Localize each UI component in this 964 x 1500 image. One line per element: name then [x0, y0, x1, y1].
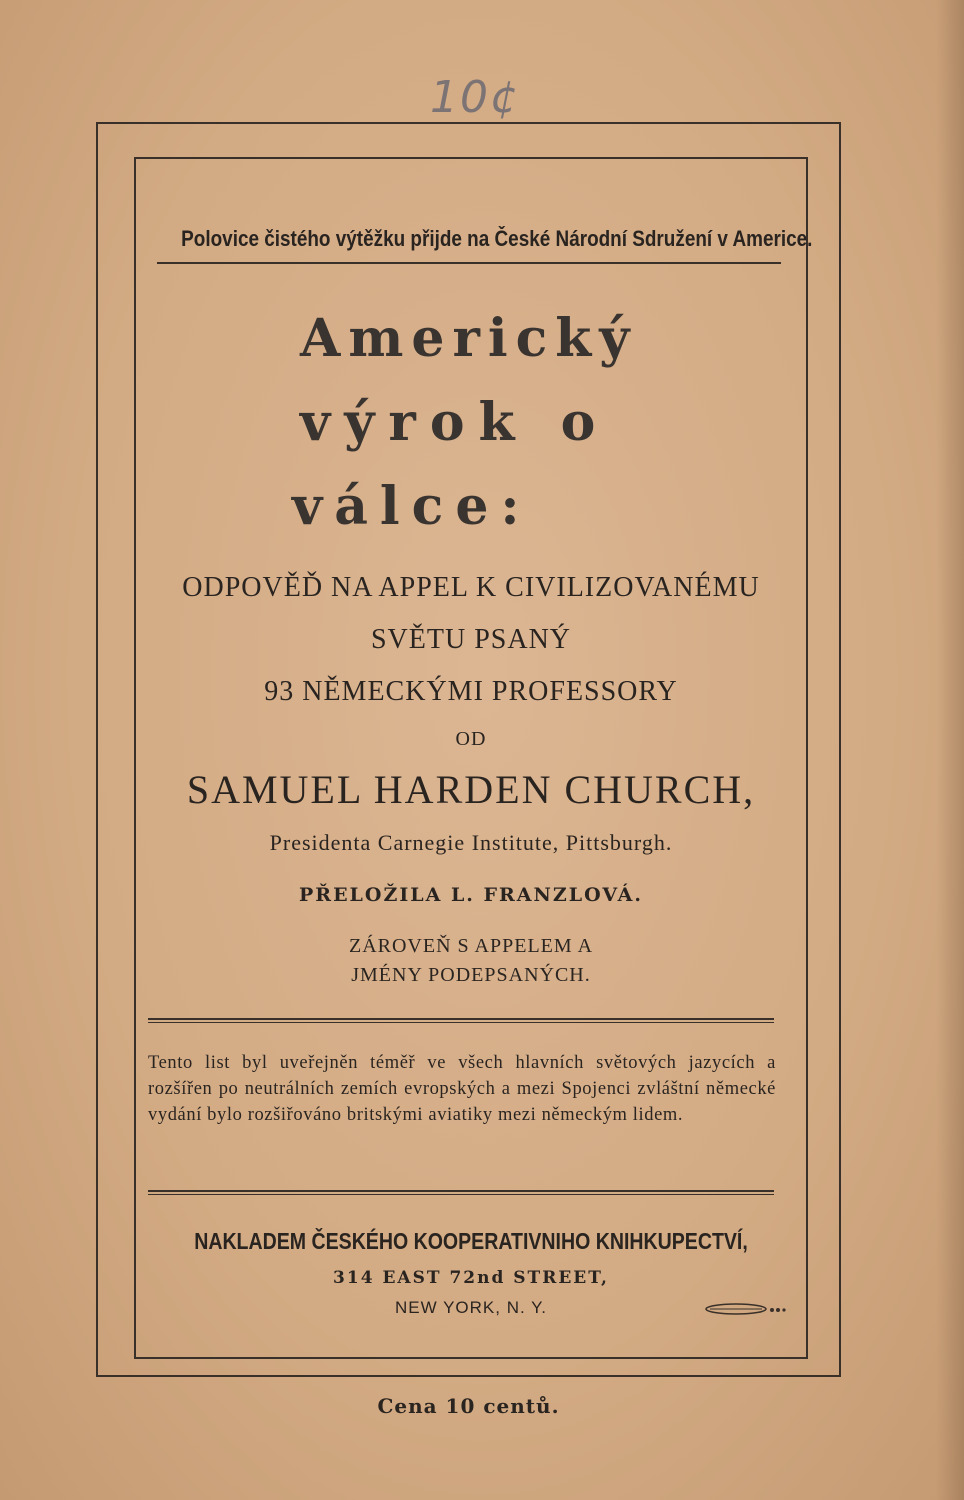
page-edge-shadow	[936, 0, 964, 1500]
cover-price: Cena 10 centů.	[377, 1394, 560, 1418]
with-appeal-line-2: JMÉNY PODEPSANÝCH.	[351, 964, 591, 986]
author-role: Presidenta Carnegie Institute, Pittsburgh.	[269, 830, 673, 855]
top-note-rule	[157, 262, 781, 264]
publisher-city: NEW YORK, N. Y.	[395, 1298, 547, 1317]
title-line-3: válce:	[292, 476, 532, 537]
with-appeal-line-1: ZÁROVEŇ S APPELEM A	[348, 935, 594, 957]
subtitle-line-2: SVĚTU PSANÝ	[370, 624, 572, 655]
section-rule-1	[148, 1018, 774, 1023]
union-label-icon	[698, 1302, 788, 1316]
translator: PŘELOŽILA L. FRANZLOVÁ.	[299, 884, 643, 906]
author-name: SAMUEL HARDEN CHURCH,	[186, 767, 756, 812]
section-rule-2	[148, 1190, 774, 1195]
title-line-1: Americký	[300, 308, 638, 369]
proceeds-note: Polovice čistého výtěžku přijde na České Národní Sdružení v Americe.	[181, 226, 813, 251]
subtitle-line-3: 93 NĚMECKÝMI PROFESSORY	[264, 676, 678, 707]
subtitle-line-1: ODPOVĚĎ NA APPEL K CIVILIZOVANÉMU	[182, 572, 760, 603]
publisher-address: 314 EAST 72nd STREET,	[333, 1268, 609, 1288]
publisher: NAKLADEM ČESKÉHO KOOPERATIVNIHO KNIHKUPECTVÍ,	[194, 1228, 748, 1254]
by-label: OD	[455, 728, 487, 750]
title-line-2: výrok o	[300, 392, 610, 453]
distribution-note: Tento list byl uveřejněn téměř ve všech hlavních světových jazycích a rozšířen po neutrálních zemích evropských a mezi Spojenci zvláštní německé vydání bylo rozšiřováno britskými aviatiky mezi německým lidem.	[148, 1053, 776, 1125]
handwritten-price: 10¢	[430, 72, 520, 123]
